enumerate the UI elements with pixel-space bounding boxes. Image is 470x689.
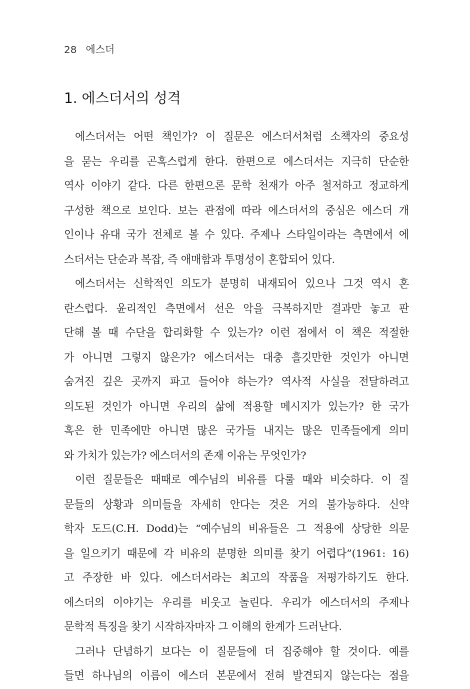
text-line: 에스더의 이야기는 우리를 비웃고 놀린다. 우리가 에스더서의 주제나 — [64, 596, 409, 609]
text-line: 들면 하나님의 이름이 에스더 본문에서 전혀 발견되지 않는다는 점을 — [64, 670, 409, 682]
text-line: 이런 질문들은 때때로 예수님의 비유를 다룰 때와 비슷하다. 이 질 — [75, 474, 409, 486]
text-line: 구성한 책으로 보인다. 보는 관점에 따라 에스더서의 중심은 에스더 개 — [64, 204, 409, 217]
running-header — [64, 41, 115, 56]
text-line: 에스더서는 신학적인 의도가 분명히 내재되어 있으나 그것 역시 혼 — [75, 278, 409, 290]
text-line: 혹은 한 민족에만 아니면 많은 국가들 내지는 많은 민족들에게 의미 — [64, 425, 409, 437]
text-line: 역사 이야기 같다. 다른 한편으론 문학 천재가 아주 철저하고 정교하게 — [64, 180, 409, 192]
text-line: 의도된 것인가 아니면 우리의 삶에 적용할 메시지가 있는가? 한 국가 — [64, 400, 409, 413]
running-title: 에스더 — [85, 45, 115, 56]
text-line: 고 주장한 바 있다. 에스더서라는 최고의 작품을 저평가하기도 한다. — [64, 572, 409, 584]
text-line: 문학적 특징을 찾기 시작하자마자 그 이해의 한계가 드러난다. — [64, 621, 342, 633]
text-line: 을 일으키기 때문에 각 비유의 분명한 의미를 찾기 어렵다”(1961: 16) — [64, 547, 409, 560]
text-line: 와 가치가 있는가? 에스더서의 존재 이유는 무엇인가? — [64, 449, 307, 462]
text-line: 그러나 단념하기 보다는 이 질문들에 더 집중해야 할 것이다. 예를 — [75, 645, 409, 658]
page-number: 28 — [64, 45, 77, 56]
text-line: 인이나 유대 국가 전체로 볼 수 있다. 주제나 스타일이라는 측면에서 에 — [64, 229, 409, 241]
body-text — [64, 125, 409, 689]
section-title: 1. 에스더서의 성격 — [64, 91, 181, 107]
text-line: 단해 볼 때 수단을 합리화할 수 있는가? 이런 점에서 이 책은 적절한 — [64, 327, 409, 339]
text-line: 학자 도드(C.H. Dodd)는 “예수님의 비유들은 그 적용에 상당한 의문 — [64, 523, 409, 535]
text-line: 에스더서는 어떤 책인가? 이 질문은 에스더서처럼 소책자의 중요성 — [75, 131, 409, 143]
text-line: 스더서는 단순과 복잡, 즉 애매함과 투명성이 혼합되어 있다. — [64, 253, 335, 266]
text-line: 가 아니면 그렇지 않은가? 에스더서는 대충 흘깃만한 것인가 아니면 — [64, 351, 409, 364]
text-line: 숨겨진 깊은 곳까지 파고 들어야 하는가? 역사적 사실을 전달하려고 — [64, 376, 409, 388]
text-line: 란스럽다. 윤리적인 측면에서 선은 악을 극복하지만 결과만 놓고 판 — [64, 302, 409, 315]
text-line: 문들의 상황과 의미들을 자세히 안다는 것은 거의 불가능하다. 신약 — [64, 498, 409, 511]
text-line: 을 묻는 우리를 곤혹스럽게 한다. 한편으로 에스더서는 지극히 단순한 — [64, 155, 409, 168]
